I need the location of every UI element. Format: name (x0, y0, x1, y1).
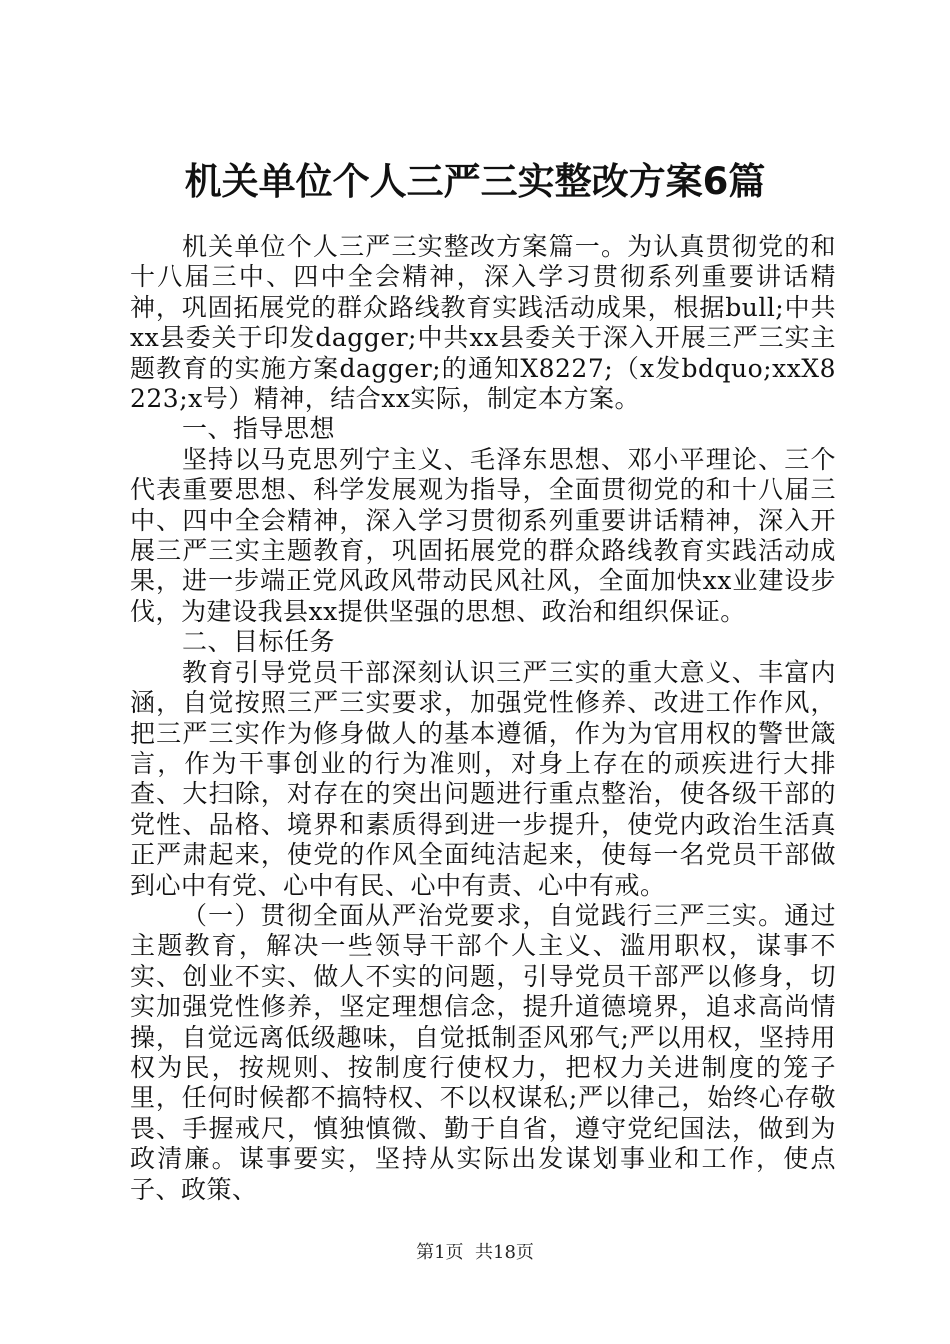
document-title: 机关单位个人三严三实整改方案6篇 (184, 160, 766, 203)
paragraph-intro: 机关单位个人三严三实整改方案篇一。为认真贯彻党的和十八届三中、四中全会精神，深入学习贯彻系列重要讲话精神，巩固拓展党的群众路线教育实践活动成果，根据bull;中共xx县委关于印发dagger;中共xx县委关于深入开展三严三实主题教育的实施方案dagger;的通知X8227;（x发bdquo;xxX8223;x号）精神，结合xx实际，制定本方案。 (130, 232, 836, 414)
paragraph-subsection-one: （一）贯彻全面从严治党要求，自觉践行三严三实。通过主题教育，解决一些领导干部个人主义、滥用职权，谋事不实、创业不实、做人不实的问题，引导党员干部严以修身，切实加强党性修养，坚定理想信念，提升道德境界，追求高尚情操，自觉远离低级趣味，自觉抵制歪风邪气;严以用权，坚持用权为民，按规则、按制度行使权力，把权力关进制度的笼子里，任何时候都不搞特权、不以权谋私;严以律己，始终心存敬畏、手握戒尺，慎独慎微、勤于自省，遵守党纪国法，做到为政清廉。谋事要实，坚持从实际出发谋划事业和工作，使点子、政策、 (130, 900, 836, 1204)
section-heading-guiding-thought: 一、指导思想 (182, 414, 336, 444)
document-body (130, 232, 836, 1205)
page-footer (0, 1241, 950, 1265)
paragraph-guiding-thought: 坚持以马克思列宁主义、毛泽东思想、邓小平理论、三个代表重要思想、科学发展观为指导，全面贯彻党的和十八届三中、四中全会精神，深入学习贯彻系列重要讲话精神，深入开展三严三实主题教育，巩固拓展党的群众路线教育实践活动成果，进一步端正党风政风带动民风社风，全面加快xx业建设步伐，为建设我县xx提供坚强的思想、政治和组织保证。 (130, 444, 836, 626)
paragraph-objectives: 教育引导党员干部深刻认识三严三实的重大意义、丰富内涵，自觉按照三严三实要求，加强党性修养、改进工作作风，把三严三实作为修身做人的基本遵循，作为为官用权的警世箴言，作为干事创业的行为准则，对身上存在的顽疾进行大排查、大扫除，对存在的突出问题进行重点整治，使各级干部的党性、品格、境界和素质得到进一步提升，使党内政治生活真正严肃起来，使党的作风全面纯洁起来，使每一名党员干部做到心中有党、心中有民、心中有责、心中有戒。 (130, 657, 836, 900)
page-number-label: 第1页 共18页 (416, 1242, 534, 1263)
section-heading-objectives: 二、目标任务 (182, 627, 336, 657)
